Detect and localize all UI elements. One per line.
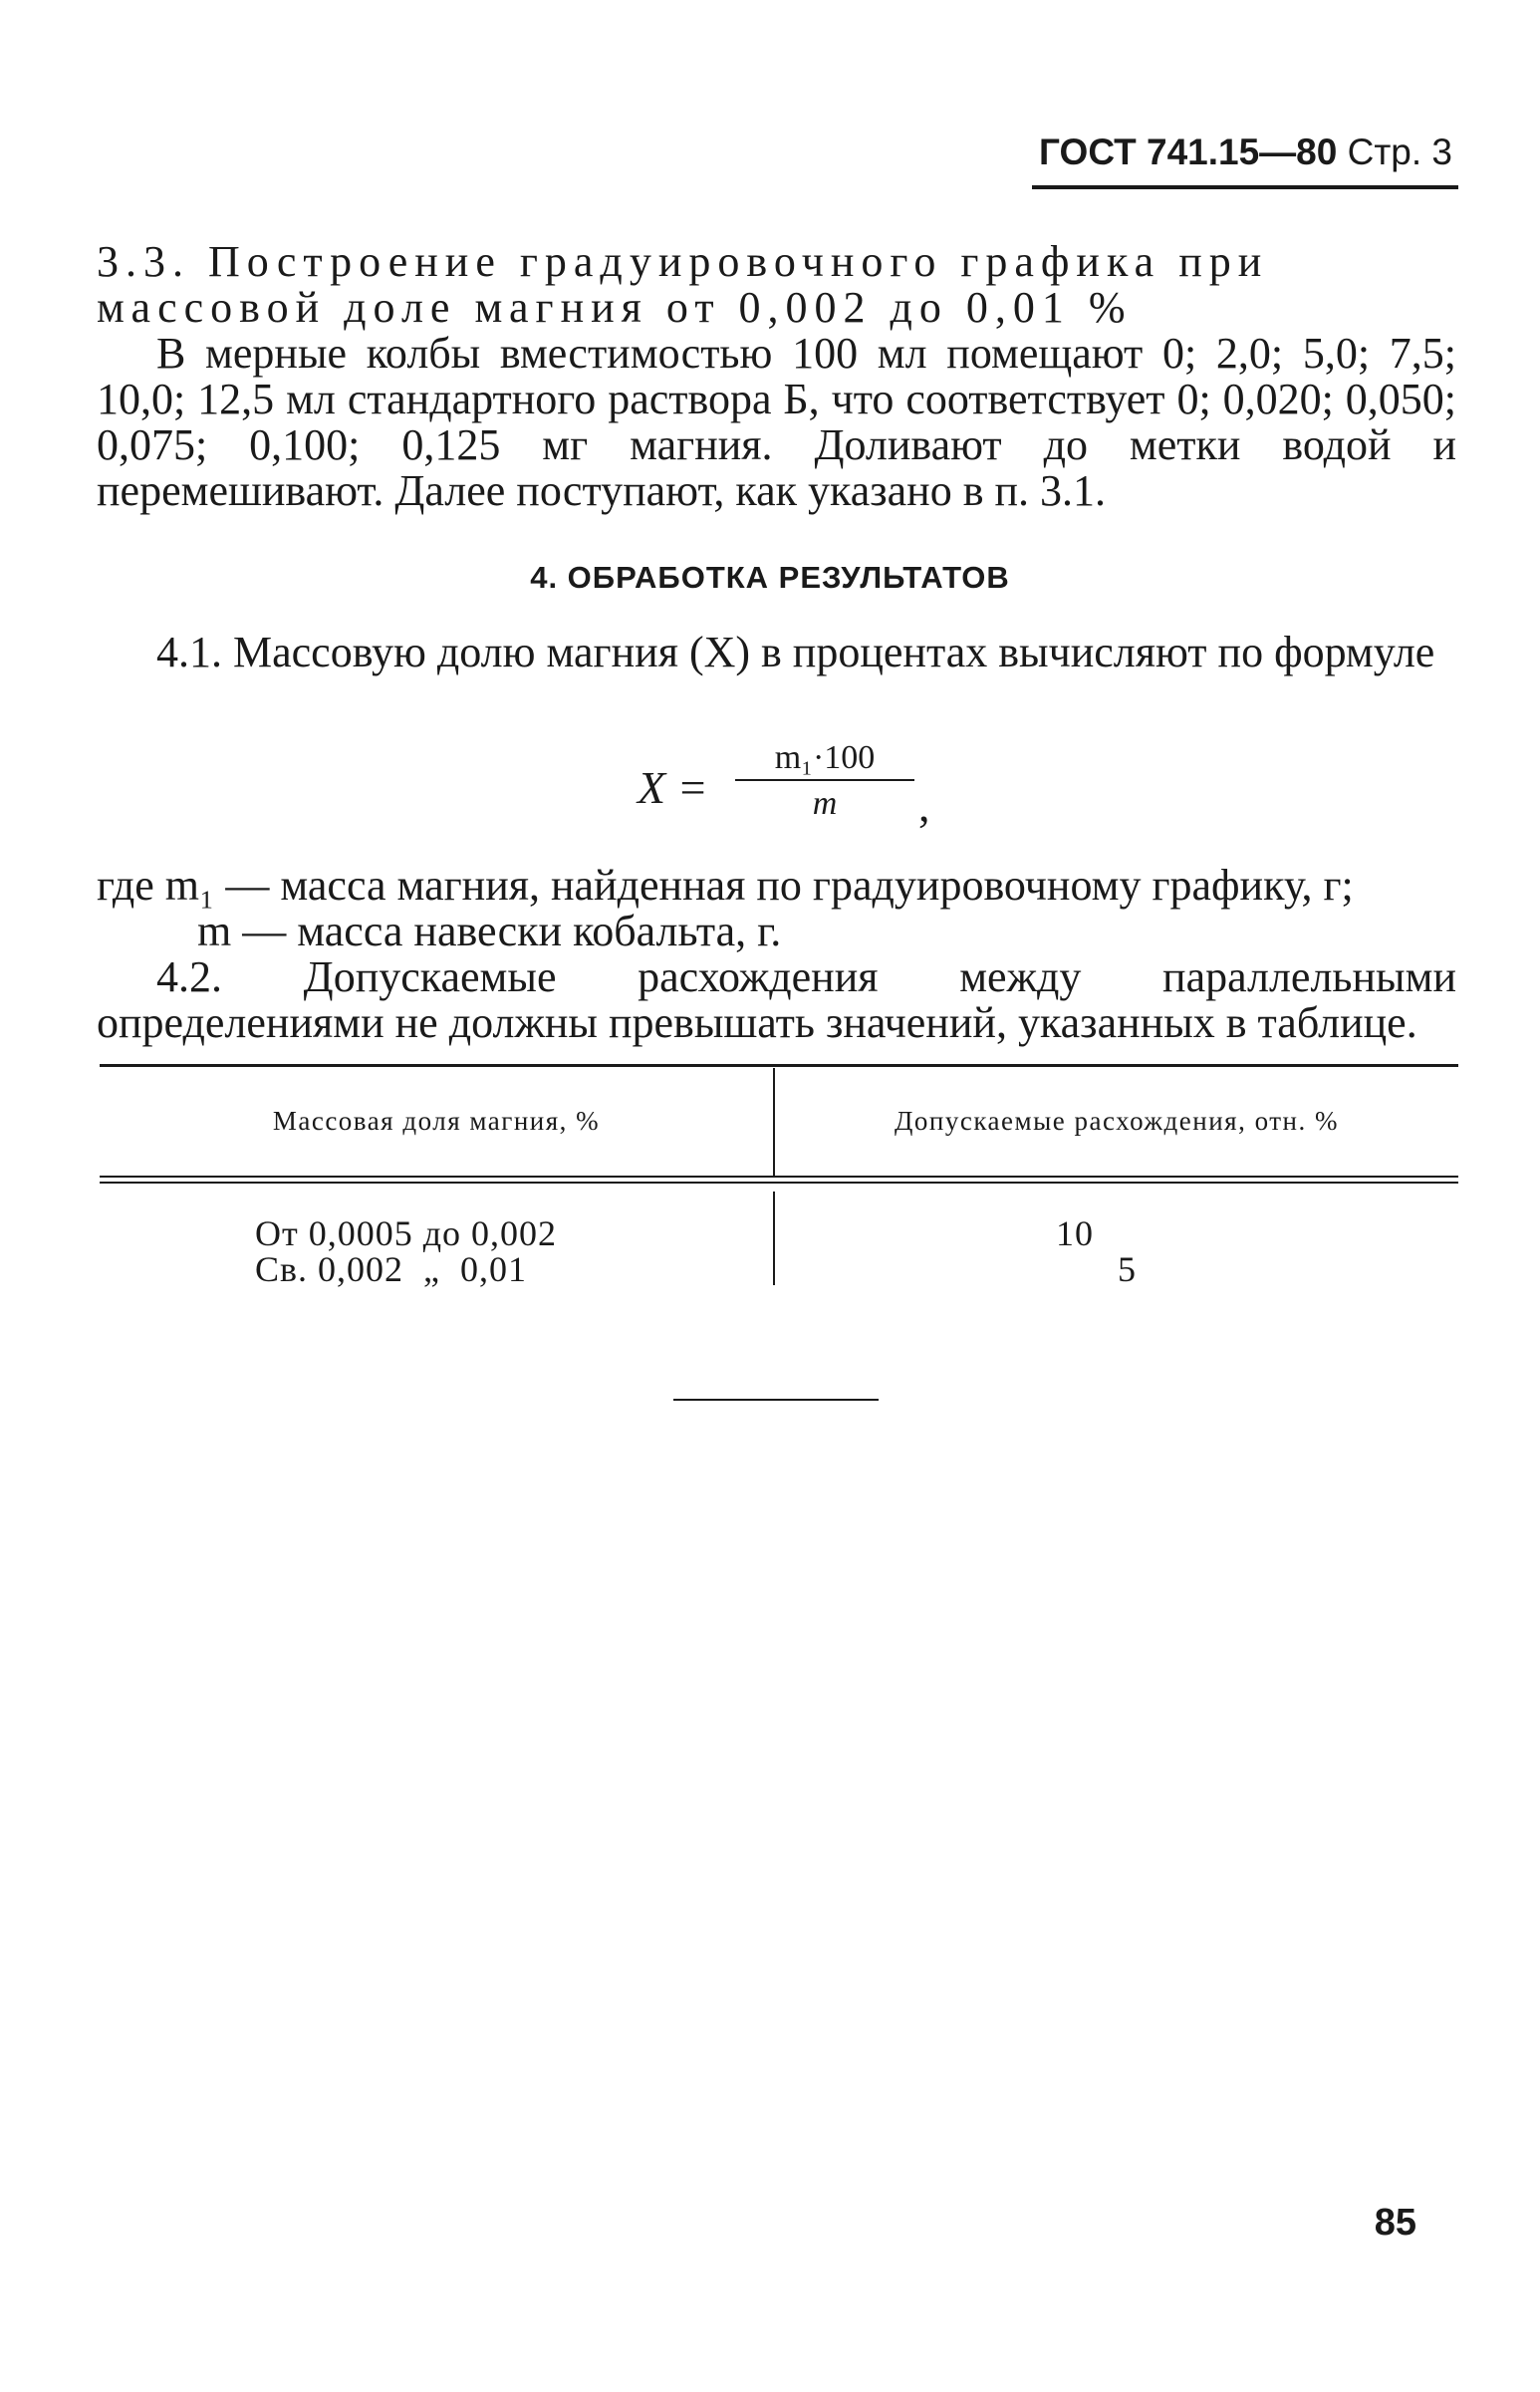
table-header-fraction: Массовая доля магния, % — [272, 1106, 601, 1136]
formula-denominator: m — [812, 785, 838, 822]
table-header-rule-2 — [100, 1182, 1458, 1184]
formula-numerator: m₁·100 — [774, 739, 876, 776]
paragraph-4-2: 4.2. Допускаемые расхождения между параллельными определениями не должны превышать значений, указанных в таблице. — [97, 952, 1456, 1047]
header-rule — [1032, 185, 1458, 189]
table-cell: 5 — [1118, 1249, 1137, 1289]
formula-fraction — [735, 739, 914, 823]
section-4-heading: 4. ОБРАБОТКА РЕЗУЛЬТАТОВ — [530, 560, 1010, 595]
header-page: Стр. 3 — [1347, 132, 1452, 172]
paragraph-4-1: 4.1. Массовую долю магния (X) в процентах вычисляют по формуле — [156, 628, 1435, 676]
table-header-rule-1 — [100, 1176, 1458, 1178]
section-3-3-title-line2: массовой доле магния от 0,002 до 0,01 % — [97, 283, 1133, 332]
table-cell: Св. 0,002 „ 0,01 — [255, 1249, 527, 1289]
running-header — [1039, 132, 1452, 173]
formula-trail: , — [918, 780, 930, 831]
fraction-bar — [735, 779, 914, 781]
page-number: 85 — [1374, 2202, 1416, 2244]
standard-number: ГОСТ 741.15—80 — [1039, 132, 1338, 172]
formula-lhs: X = — [638, 762, 708, 813]
where-m: m — масса навески кобальта, г. — [197, 907, 782, 955]
where-m1: где m₁ — масса магния, найденная по градуировочному графику, г; — [97, 861, 1354, 910]
end-rule — [673, 1399, 879, 1401]
section-3-3-title-line1: 3.3. Построение градуировочного графика при — [97, 237, 1269, 286]
table-body-divider — [773, 1192, 775, 1285]
table-top-rule — [100, 1064, 1458, 1067]
table-cell: 10 — [1056, 1213, 1094, 1253]
section-3-3-body: В мерные колбы вместимостью 100 мл помещают 0; 2,0; 5,0; 7,5; 10,0; 12,5 мл стандартного раствора Б, что соответствует 0; 0,020; 0,050; 0,075; 0,100; 0,125 мг магния. Доливают до метки водой и перемешивают. Далее поступают, как указано в п. 3.1. — [97, 329, 1456, 515]
table-header-tolerance: Допускаемые расхождения, отн. % — [895, 1106, 1339, 1136]
table-cell: От 0,0005 до 0,002 — [255, 1213, 558, 1253]
